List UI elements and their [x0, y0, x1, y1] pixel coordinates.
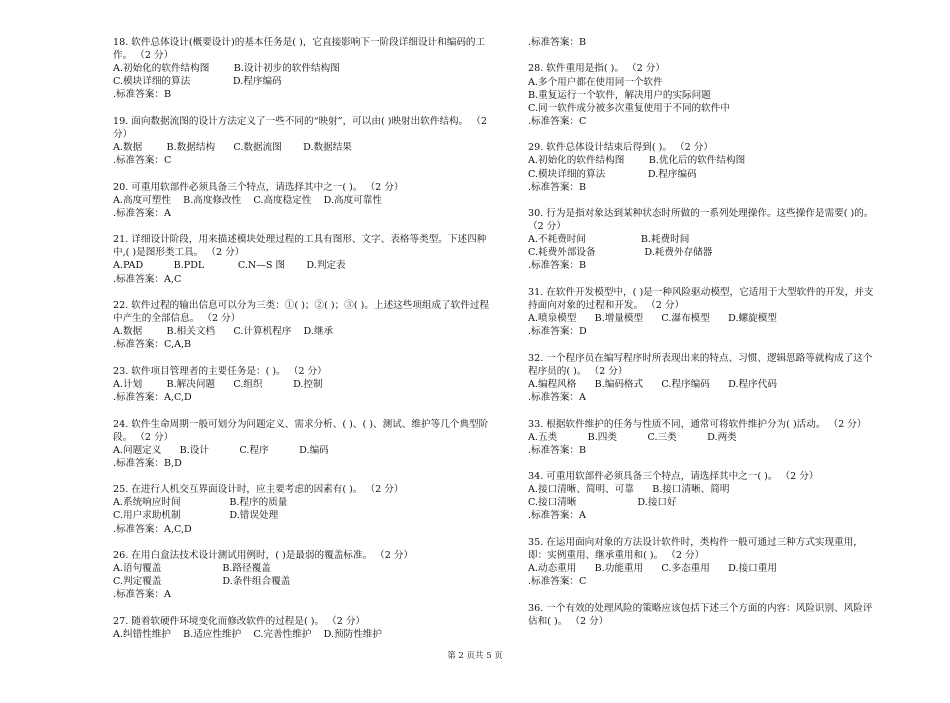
question-block — [113, 181, 493, 220]
question-block — [528, 352, 878, 404]
question-stem: 23. 软件项目管理者的主要任务是：( )。 （2 分） — [113, 365, 327, 377]
option-line: A.多个用户都在使用同一个软件 — [528, 76, 663, 88]
standard-answer: .标准答案：B — [528, 181, 587, 193]
standard-answer: .标准答案：B — [528, 260, 587, 272]
standard-answer: .标准答案：C — [113, 155, 172, 167]
standard-answer: .标准答案：A — [113, 589, 171, 601]
question-stem: 30. 行为是指对象达到某种状态时所做的一系列处理操作。这些操作是需要( )的。 （2 分） — [528, 208, 874, 233]
standard-answer: .标准答案：C,A,B — [113, 339, 192, 351]
option-line: A.计划 B.解决问题 C.组织 D.控制 — [113, 378, 323, 390]
option-line: A.系统响应时间 B.程序的质量 — [113, 497, 288, 509]
question-stem: 22. 软件过程的输出信息可以分为三类：①( )；②( )；③( )。上述这些项组成了软件过程中产生的全部信息。 （2 分） — [113, 300, 490, 325]
question-block — [528, 36, 878, 49]
question-block — [113, 483, 493, 535]
standard-answer: .标准答案：A — [528, 510, 586, 522]
option-line: A.问题定义 B.设计 C.程序 D.编码 — [113, 444, 329, 456]
question-stem: 29. 软件总体设计结束后得到( )。 （2 分） — [528, 142, 713, 154]
question-stem: 34. 可重用软部件必须具备三个特点，请选择其中之一( )。 （2 分） — [528, 471, 819, 483]
standard-answer: .标准答案：B — [113, 89, 172, 101]
question-stem: 21. 详细设计阶段，用来描述模块处理过程的工具有图形、文字、表格等类型。下述四种中,( )是图形类工具。 （2 分） — [113, 234, 487, 259]
page-footer: 第 2 页共 5 页 — [447, 651, 503, 661]
question-stem: 18. 软件总体设计(概要设计)的基本任务是( )，它直接影响下一阶段详细设计和编码的工作。 （2 分） — [113, 37, 486, 62]
standard-answer: .标准答案：B,D — [113, 457, 182, 469]
standard-answer: .标准答案：A,C — [113, 273, 182, 285]
option-line: A.五类 B.四类 C.三类 D.两类 — [528, 431, 737, 443]
question-stem: 24. 软件生命周期一般可划分为问题定义、需求分析、( )、( )、测试、维护等几个典型阶段。 （2 分） — [113, 418, 489, 443]
option-line: A.语句覆盖 B.路径覆盖 — [113, 563, 271, 575]
question-stem: 19. 面向数据流图的设计方法定义了一些不同的“映射”，可以由( )映射出软件结构。 （2 分） — [113, 115, 487, 140]
option-line: C.接口清晰 D.接口好 — [528, 497, 677, 509]
option-line: A.不耗费时间 B.耗费时间 — [528, 234, 690, 246]
question-stem: 28. 软件重用是指( )。 （2 分） — [528, 63, 665, 75]
option-line: A.纠错性维护 B.适应性维护 C.完善性维护 D.预防性维护 — [113, 628, 382, 640]
standard-answer: .标准答案：D — [528, 326, 587, 338]
option-line: C.用户求助机制 D.错误处理 — [113, 510, 279, 522]
question-block — [113, 115, 493, 167]
option-line: C.耗费外部设备 D.耗费外存储器 — [528, 247, 713, 259]
option-line: B.重复运行一个软件，解决用户的实际问题 — [528, 89, 711, 101]
standard-answer: .标准答案：C — [528, 576, 587, 588]
standard-answer: .标准答案：A — [113, 207, 171, 219]
question-block — [528, 62, 878, 127]
question-block — [113, 36, 493, 101]
option-line: A.数据 B.相关文档 C.计算机程序 D.继承 — [113, 326, 334, 338]
option-line: A.初始化的软件结构图 B.优化后的软件结构图 — [528, 155, 746, 167]
standard-answer: .标准答案：C — [528, 115, 587, 127]
question-block — [528, 602, 878, 628]
option-line: A.接口清晰、简明、可靠 B.接口清晰、简明 — [528, 484, 730, 496]
option-line: A.动态重用 B.功能重用 C.多态重用 D.接口重用 — [528, 563, 777, 575]
question-stem: 33. 根据软件维护的任务与性质不同，通常可将软件维护分为( )活动。 （2 分） — [528, 418, 867, 430]
question-block — [113, 615, 493, 641]
question-block — [528, 418, 878, 457]
standard-answer: .标准答案：B — [528, 444, 587, 456]
question-stem: 31. 在软件开发模型中，( )是一种风险驱动模型，它适用于大型软件的开发，并支持面向对象的过程和开发。 （2 分） — [528, 286, 874, 312]
option-line: A.PAD B.PDL C.N—S 图 D.判定表 — [113, 260, 346, 272]
option-line: A.高度可塑性 B.高度修改性 C.高度稳定性 D.高度可靠性 — [113, 194, 382, 206]
option-line: A.喷泉模型 B.增量模型 C.瀑布模型 D.螺旋模型 — [528, 313, 777, 325]
question-block — [528, 207, 878, 272]
standard-answer: .标准答案：A,C,D — [113, 392, 192, 404]
right-column — [528, 36, 878, 641]
question-stem: 20. 可重用软部件必须具备三个特点，请选择其中之一( )。 （2 分） — [113, 181, 404, 193]
standard-answer: .标准答案：B — [528, 37, 587, 48]
option-line: C.判定覆盖 D.条件组合覆盖 — [113, 576, 291, 588]
question-block — [528, 536, 878, 588]
question-stem: 32. 一个程序员在编写程序时所表现出来的特点、习惯、逻辑思路等就构成了这个程序员的( )。 （2 分） — [528, 352, 873, 377]
option-line: C.模块详细的算法 D.程序编码 — [528, 168, 697, 180]
option-line: C.同一软件成分被多次重复使用于不同的软件中 — [528, 102, 730, 114]
question-block — [113, 418, 493, 470]
question-block — [113, 549, 493, 601]
question-block — [528, 470, 878, 522]
question-block — [528, 286, 878, 338]
left-column — [113, 36, 493, 654]
question-block — [113, 233, 493, 285]
question-stem: 25. 在进行人机交互界面设计时，应主要考虑的因素有( )。 （2 分） — [113, 484, 404, 496]
standard-answer: .标准答案：A,C,D — [113, 523, 192, 535]
option-line: A.初始化的软件结构图 B.设计初步的软件结构图 — [113, 63, 340, 75]
question-stem: 35. 在运用面向对象的方法设计软件时，类构件一般可通过三种方式实现重用，即：实例重用、继承重用和( )。 （2 分） — [528, 536, 863, 562]
question-block — [113, 365, 493, 404]
question-stem: 36. 一个有效的处理风险的策略应该包括下述三个方面的内容：风险识别、风险评估和( )。 （2 分） — [528, 602, 873, 627]
question-stem: 26. 在用白盒法技术设计测试用例时，( )是最弱的覆盖标准。 （2 分） — [113, 550, 414, 562]
question-stem: 27. 随着软硬件环境变化而修改软件的过程是( )。 （2 分） — [113, 615, 366, 627]
option-line: A.编程风格 B.编码格式 C.程序编码 D.程序代码 — [528, 378, 777, 390]
option-line: A.数据 B.数据结构 C.数据流图 D.数据结果 — [113, 142, 352, 154]
standard-answer: .标准答案：A — [528, 392, 586, 404]
question-block — [528, 141, 878, 193]
option-line: C.模块详细的算法 D.程序编码 — [113, 76, 282, 88]
question-block — [113, 299, 493, 351]
